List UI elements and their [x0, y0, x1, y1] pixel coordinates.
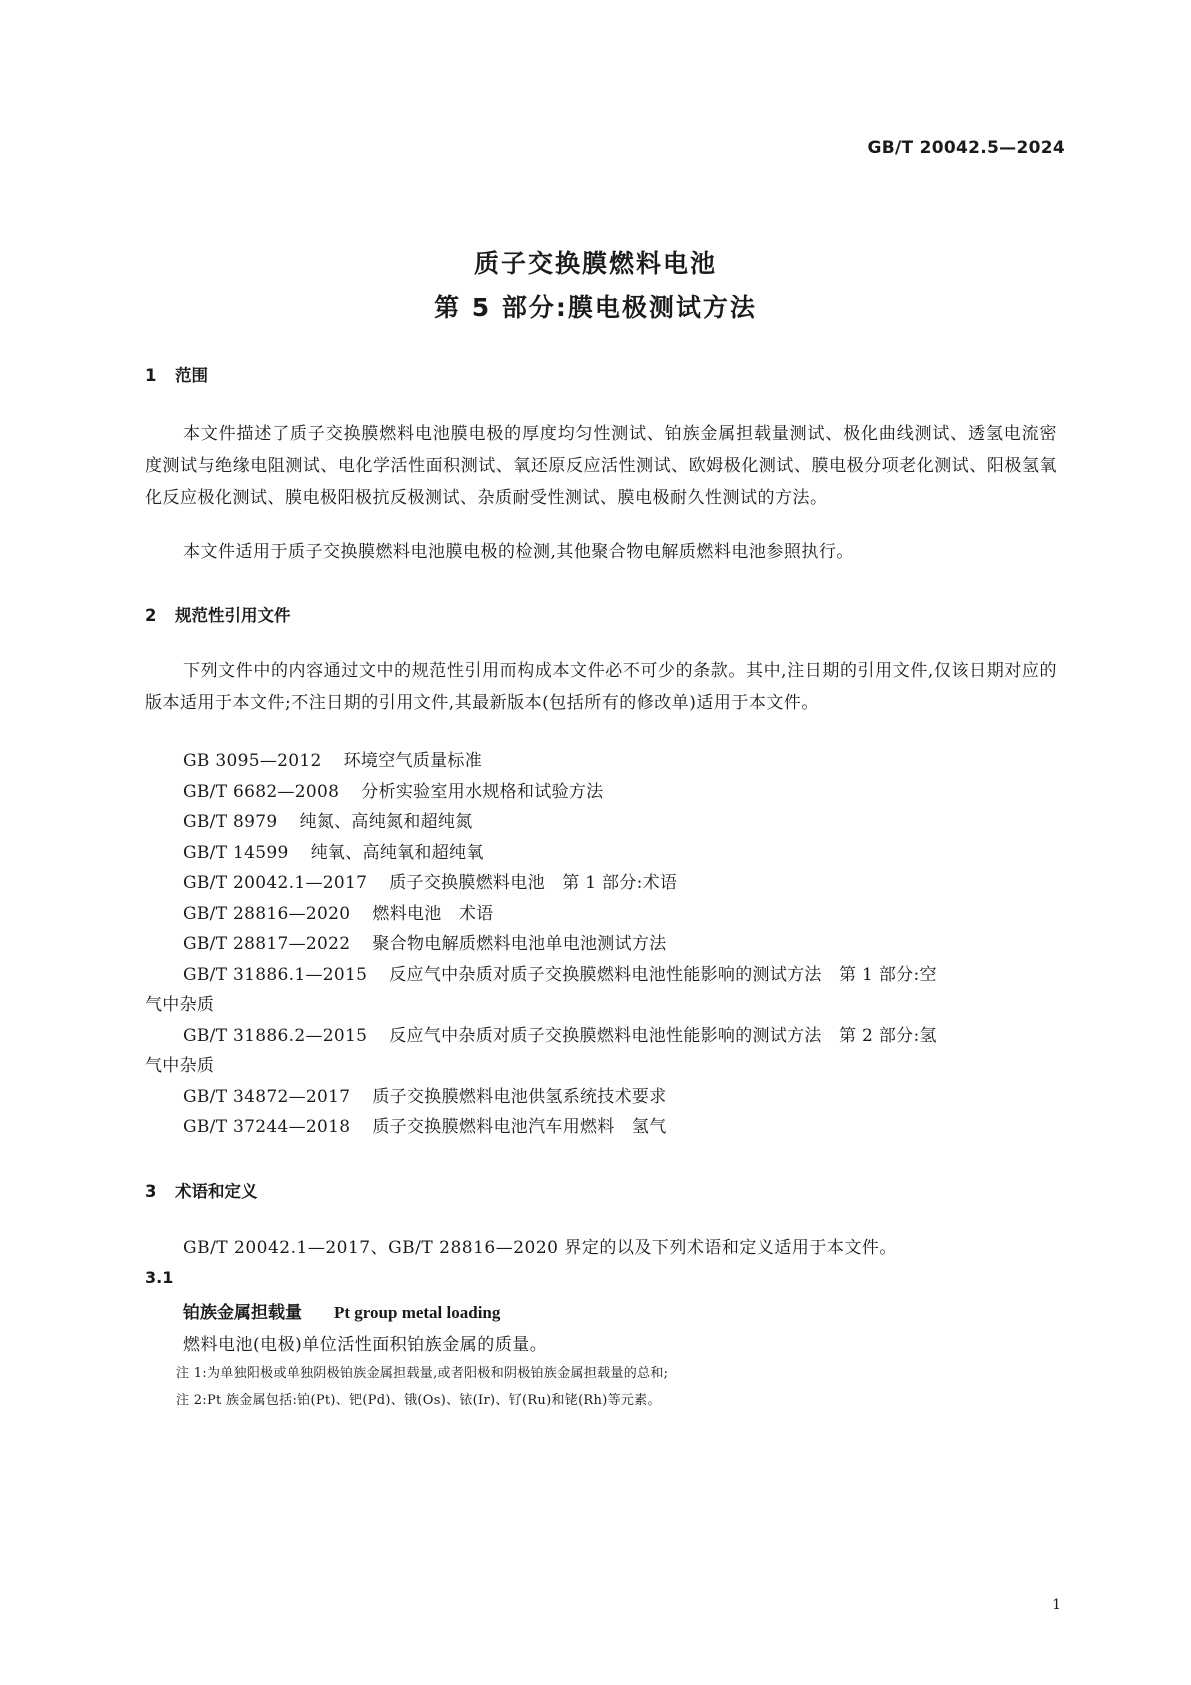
reference-code: GB/T 31886.2—2015: [183, 1026, 368, 1046]
reference-item: [183, 1020, 1057, 1052]
reference-title: 分析实验室用水规格和试验方法: [361, 782, 604, 802]
reference-item: [183, 867, 1057, 899]
reference-code: GB/T 8979: [183, 812, 278, 832]
note-1: 注 1:为单独阳极或单独阴极铂族金属担载量,或者阳极和阴极铂族金属担载量的总和;: [176, 1366, 669, 1381]
reference-item: [183, 1081, 1057, 1113]
reference-code: GB/T 20042.1—2017: [183, 873, 368, 893]
section-number: 2: [145, 606, 157, 625]
reference-item: [183, 928, 1057, 960]
section-2-heading: [145, 602, 291, 626]
reference-title: 反应气中杂质对质子交换膜燃料电池性能影响的测试方法 第 1 部分:空: [389, 965, 937, 985]
reference-item: [183, 806, 1057, 838]
section-title: 术语和定义: [175, 1182, 258, 1201]
scope-paragraph-1: 本文件描述了质子交换膜燃料电池膜电极的厚度均匀性测试、铂族金属担载量测试、极化曲线测试、透氢电流密度测试与绝缘电阻测试、电化学活性面积测试、氧还原反应活性测试、欧姆极化测试、膜电极分项老化测试、阳极氢氧化反应极化测试、膜电极阳极抗反极测试、杂质耐受性测试、膜电极耐久性测试的方法。: [145, 424, 1057, 508]
term-entry: [183, 1298, 500, 1323]
scope-paragraph-2: 本文件适用于质子交换膜燃料电池膜电极的检测,其他聚合物电解质燃料电池参照执行。: [183, 542, 854, 562]
document-title-line1: 质子交换膜燃料电池: [473, 249, 717, 278]
reference-item: [183, 745, 1057, 777]
reference-title: 质子交换膜燃料电池汽车用燃料 氢气: [372, 1117, 667, 1137]
reference-continuation: 气中杂质: [145, 1056, 215, 1076]
reference-code: GB/T 28816—2020: [183, 904, 351, 924]
term-definition: 燃料电池(电极)单位活性面积铂族金属的质量。: [183, 1335, 548, 1355]
terms-intro: GB/T 20042.1—2017、GB/T 28816—2020 界定的以及下列术语和定义适用于本文件。: [183, 1238, 897, 1258]
reference-code: GB/T 34872—2017: [183, 1087, 351, 1107]
reference-title: 纯氮、高纯氮和超纯氮: [299, 812, 473, 832]
reference-code: GB/T 14599: [183, 843, 289, 863]
section-number: 3: [145, 1182, 157, 1201]
term-english: Pt group metal loading: [334, 1303, 501, 1322]
section-title: 范围: [175, 366, 208, 385]
reference-code: GB/T 37244—2018: [183, 1117, 351, 1137]
note-2: 注 2:Pt 族金属包括:铂(Pt)、钯(Pd)、锇(Os)、铱(Ir)、钌(Ru)和铑(Rh)等元素。: [176, 1393, 661, 1408]
section-number: 1: [145, 366, 157, 385]
reference-title: 质子交换膜燃料电池 第 1 部分:术语: [389, 873, 678, 893]
page-number: 1: [1052, 1597, 1061, 1613]
reference-code: GB/T 6682—2008: [183, 782, 340, 802]
reference-item: [183, 959, 1057, 991]
reference-title: 环境空气质量标准: [343, 751, 483, 771]
term-chinese: 铂族金属担载量: [183, 1303, 302, 1323]
section-title: 规范性引用文件: [175, 606, 291, 625]
reference-title: 质子交换膜燃料电池供氢系统技术要求: [372, 1087, 667, 1107]
section-1-heading: [145, 362, 208, 386]
reference-item: [183, 1111, 1057, 1143]
reference-title: 反应气中杂质对质子交换膜燃料电池性能影响的测试方法 第 2 部分:氢: [389, 1026, 937, 1046]
clause-number: 3.1: [145, 1268, 174, 1287]
references-intro: 下列文件中的内容通过文中的规范性引用而构成本文件必不可少的条款。其中,注日期的引用文件,仅该日期对应的版本适用于本文件;不注日期的引用文件,其最新版本(包括所有的修改单)适用于本文件。: [145, 661, 1057, 713]
standard-number: GB/T 20042.5—2024: [867, 138, 1065, 158]
reference-item: [183, 837, 1057, 869]
reference-continuation: 气中杂质: [145, 995, 215, 1015]
reference-item: [183, 898, 1057, 930]
reference-code: GB/T 28817—2022: [183, 934, 351, 954]
reference-title: 纯氧、高纯氧和超纯氧: [310, 843, 484, 863]
reference-title: 聚合物电解质燃料电池单电池测试方法: [372, 934, 667, 954]
reference-item: [183, 776, 1057, 808]
section-3-heading: [145, 1178, 258, 1202]
reference-code: GB/T 31886.1—2015: [183, 965, 368, 985]
reference-code: GB 3095—2012: [183, 751, 322, 771]
reference-title: 燃料电池 术语: [372, 904, 494, 924]
document-title-line2: 第 5 部分:膜电极测试方法: [434, 293, 757, 322]
